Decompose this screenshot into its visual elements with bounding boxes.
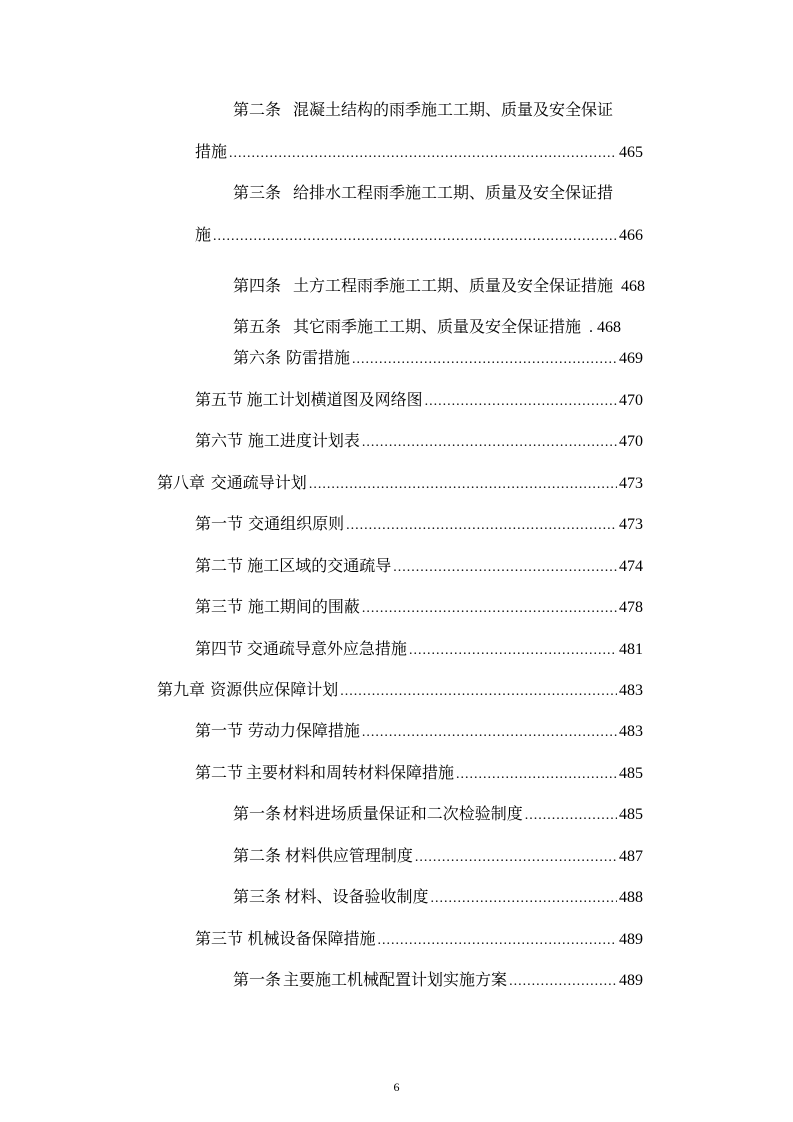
page-number: 6 xyxy=(393,1080,400,1094)
toc-entry-title: 施工区域的交通疏导 xyxy=(247,556,392,575)
toc-entry-page: 478 xyxy=(619,599,643,616)
toc-entry-page: 485 xyxy=(619,806,643,823)
toc-entry[interactable] xyxy=(195,551,643,581)
toc-entry-title: 其它雨季施工工期、质量及安全保证措施 xyxy=(293,317,582,336)
toc-entry-number: 第六节 xyxy=(195,431,244,450)
toc-entry-page: 473 xyxy=(619,475,643,492)
toc-entry-title: 给排水工程雨季施工工期、质量及安全保证措 xyxy=(293,183,614,202)
toc-entry-number: 第一节 xyxy=(195,721,244,740)
toc-entry-page: 483 xyxy=(619,682,643,699)
toc-entry-number: 第一条 xyxy=(233,804,282,823)
toc-dot-leader xyxy=(346,511,617,541)
toc-dot-leader xyxy=(362,594,617,624)
toc-entry-title: 防雷措施 xyxy=(285,348,350,367)
toc-entry-number: 第三节 xyxy=(195,929,244,948)
toc-entry-first-line xyxy=(233,95,613,125)
toc-entry-page: 489 xyxy=(619,972,643,989)
toc-dot-leader xyxy=(583,302,587,332)
toc-entry-title: 混凝土结构的雨季施工工期、质量及安全保证 xyxy=(293,100,614,119)
toc-entry[interactable] xyxy=(195,716,643,746)
toc-entry-page: 487 xyxy=(619,848,643,865)
toc-entry-number: 第三条 xyxy=(233,183,282,202)
toc-dot-leader xyxy=(362,718,617,748)
toc-entry-title: 交通疏导意外应急措施 xyxy=(246,639,407,658)
toc-entry-chapter[interactable] xyxy=(157,468,643,498)
toc-dot-leader xyxy=(509,967,617,997)
toc-dot-leader xyxy=(415,843,617,873)
toc-entry[interactable] xyxy=(233,965,643,995)
toc-entry-continuation[interactable] xyxy=(195,137,643,167)
toc-entry-number: 第二条 xyxy=(233,846,282,865)
toc-entry-number: 第九章 xyxy=(157,680,206,699)
toc-entry-title: 主要施工机械配置计划实施方案 xyxy=(283,970,508,989)
toc-dot-leader xyxy=(362,428,617,458)
toc-entry-page: 470 xyxy=(619,392,643,409)
toc-entry-page: 466 xyxy=(619,227,643,244)
toc-entry-page: 481 xyxy=(619,641,643,658)
toc-entry-title: 交通组织原则 xyxy=(248,514,345,533)
toc-entry-page: 483 xyxy=(619,723,643,740)
toc-entry-page: 489 xyxy=(619,931,643,948)
toc-entry[interactable] xyxy=(195,634,643,664)
toc-entry-page: 468 xyxy=(621,278,646,295)
toc-entry-title-continued: 施 xyxy=(195,225,212,244)
toc-entry-title: 交通疏导计划 xyxy=(210,473,307,492)
toc-entry-number: 第三节 xyxy=(195,597,244,616)
toc-entry-page: 474 xyxy=(619,558,643,575)
toc-entry[interactable] xyxy=(233,343,643,373)
toc-dot-leader xyxy=(525,801,617,831)
toc-entry-number: 第三条 xyxy=(233,887,282,906)
toc-entry-title-continued: 措施 xyxy=(195,142,228,161)
toc-entry-number: 第八章 xyxy=(157,473,206,492)
toc-entry-title: 施工计划横道图及网络图 xyxy=(246,390,423,409)
toc-dot-leader xyxy=(425,387,617,417)
toc-entry-title: 土方工程雨季施工工期、质量及安全保证措施 xyxy=(293,276,614,295)
toc-entry-page: 473 xyxy=(619,516,643,533)
toc-entry-title: 机械设备保障措施 xyxy=(247,929,376,948)
toc-entry-title: 施工进度计划表 xyxy=(247,431,360,450)
toc-entry-title: 施工期间的围蔽 xyxy=(247,597,360,616)
toc-entry-number: 第二节 xyxy=(195,556,244,575)
toc-dot-leader xyxy=(229,139,617,169)
toc-entry-first-line xyxy=(233,178,613,208)
toc-entry[interactable] xyxy=(233,302,643,336)
toc-dot-leader xyxy=(309,470,617,500)
toc-dot-leader xyxy=(340,677,617,707)
toc-entry-number: 第六条 xyxy=(233,348,282,367)
toc-entry[interactable] xyxy=(195,385,643,415)
toc-entry-page: 488 xyxy=(619,889,643,906)
toc-entry-page: . 468 xyxy=(589,319,622,336)
toc-entry-title: 资源供应保障计划 xyxy=(210,680,339,699)
toc-entry-number: 第二节 xyxy=(195,763,244,782)
toc-entry-number: 第二条 xyxy=(233,100,282,119)
toc-entry-number: 第一节 xyxy=(195,514,244,533)
toc-entry-title: 材料供应管理制度 xyxy=(284,846,413,865)
toc-entry-number: 第五节 xyxy=(195,390,244,409)
toc-dot-leader xyxy=(378,926,617,956)
toc-entry-continuation[interactable] xyxy=(195,220,643,250)
toc-entry[interactable] xyxy=(195,924,643,954)
toc-entry-title: 劳动力保障措施 xyxy=(247,721,360,740)
toc-entry[interactable] xyxy=(233,799,643,829)
toc-dot-leader xyxy=(456,760,617,790)
toc-entry-number: 第五条 xyxy=(233,317,282,336)
toc-entry-page: 469 xyxy=(619,350,643,367)
toc-entry-number: 第四条 xyxy=(233,276,282,295)
toc-dot-leader xyxy=(352,345,617,375)
toc-entry-number: 第一条 xyxy=(233,970,282,989)
toc-entry-chapter[interactable] xyxy=(157,675,643,705)
toc-entry[interactable] xyxy=(195,509,643,539)
toc-dot-leader xyxy=(431,884,617,914)
toc-dot-leader xyxy=(393,553,617,583)
toc-entry-page: 465 xyxy=(619,144,643,161)
toc-entry[interactable] xyxy=(233,882,643,912)
toc-entry[interactable] xyxy=(195,592,643,622)
toc-entry-page: 470 xyxy=(619,433,643,450)
toc-entry-number: 第四节 xyxy=(195,639,244,658)
toc-dot-leader xyxy=(409,636,617,666)
toc-entry-page: 485 xyxy=(619,765,643,782)
toc-entry[interactable] xyxy=(233,261,698,295)
toc-entry[interactable] xyxy=(233,841,643,871)
toc-entry[interactable] xyxy=(195,758,643,788)
toc-entry-title: 材料、设备验收制度 xyxy=(284,887,429,906)
toc-dot-leader xyxy=(615,261,619,291)
toc-dot-leader xyxy=(213,222,617,252)
toc-entry-title: 材料进场质量保证和二次检验制度 xyxy=(282,804,523,823)
toc-entry[interactable] xyxy=(195,426,643,456)
toc-entry-title: 主要材料和周转材料保障措施 xyxy=(246,763,455,782)
